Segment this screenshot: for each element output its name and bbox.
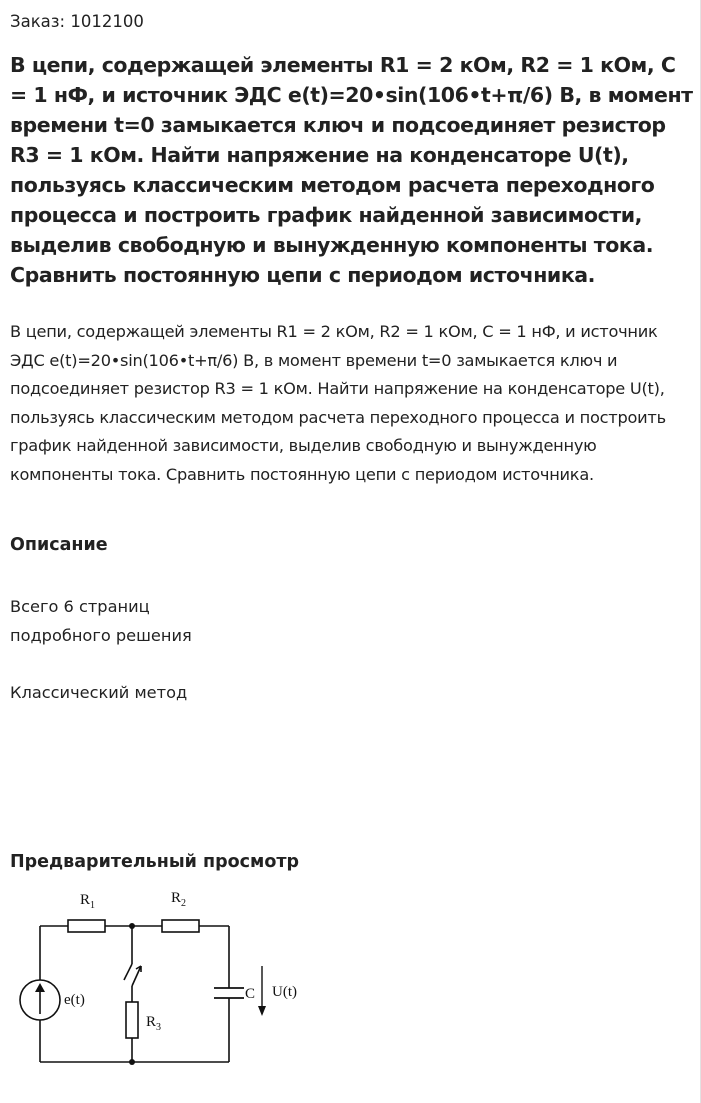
r1-label: $R_1$	[80, 892, 96, 911]
source-label: e(t)	[64, 992, 85, 1008]
resistor-r2	[162, 920, 199, 932]
junction-bottom	[129, 1059, 135, 1065]
description-title: Описание	[10, 535, 108, 555]
emf-source	[20, 980, 60, 1020]
problem-text: В цепи, содержащей элементы R1 = 2 кОм, R2 = 1 кОм, C = 1 нФ, и источник ЭДС e(t)=20•sin(106•t+π/6) В, в момент времени t=0 замыкается ключ и подсоединяет резистор R3 = 1 кОм. Найти напряжение на конденсаторе U(t), пользуясь классическим методом расчета переходного процесса и построить график найденной зависимости, выделив свободную и вынужденную компоненты тока. Сравнить постоянную цепи с периодом источника.	[10, 322, 666, 484]
junction-top	[129, 923, 135, 929]
description-line-method: Классический метод	[10, 683, 188, 702]
voltage-label: U(t)	[272, 984, 297, 1000]
resistor-r1	[68, 920, 105, 932]
circuit-diagram	[0, 880, 330, 1080]
switch-key	[124, 964, 141, 986]
description-line-solution: подробного решения	[10, 626, 192, 645]
resistor-r3	[126, 1002, 138, 1038]
problem-heading: В цепи, содержащей элементы R1 = 2 кОм, R2 = 1 кОм, C = 1 нФ, и источник ЭДС e(t)=20•sin(106•t+π/6) В, в момент времени t=0 замыкается ключ и подсоединяет резистор R3 = 1 кОм. Найти напряжение на конденсаторе U(t), пользуясь классическим методом расчета переходного процесса и построить график найденной зависимости, выделив свободную и вынужденную компоненты тока. Сравнить постоянную цепи с периодом источника.	[10, 53, 693, 287]
voltage-arrow	[258, 966, 266, 1016]
preview-title: Предварительный просмотр	[10, 852, 300, 872]
r3-label: $R_3$	[146, 1014, 162, 1033]
r2-label: $R_2$	[171, 890, 187, 909]
description-line-pages: Всего 6 страниц	[10, 597, 150, 616]
order-number: Заказ: 1012100	[10, 12, 144, 31]
capacitor-label: C	[245, 986, 256, 1002]
capacitor	[214, 988, 244, 998]
